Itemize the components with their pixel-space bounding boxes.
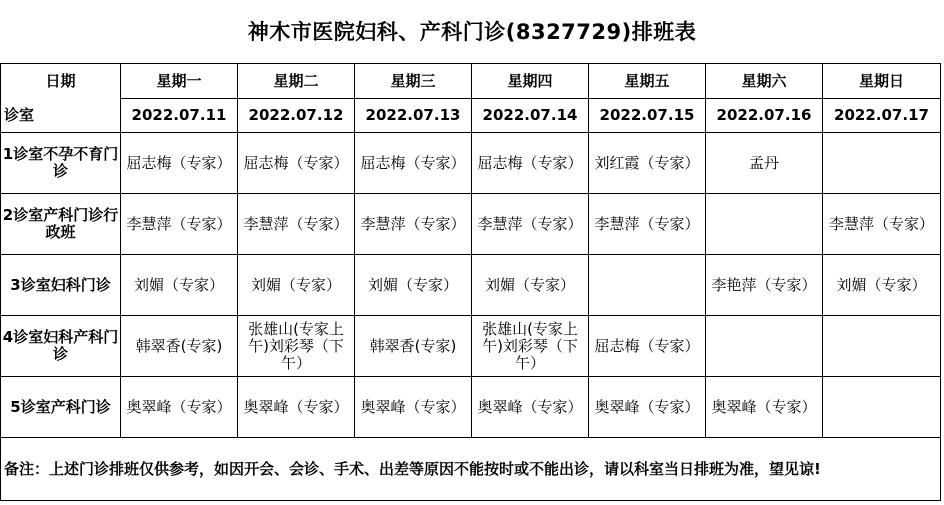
date-header: 2022.07.15 [589, 99, 706, 133]
table-row [1, 316, 941, 377]
room-name: 5诊室产科门诊 [1, 377, 121, 438]
weekday-header: 星期六 [706, 64, 823, 99]
date-header-row [1, 99, 941, 133]
schedule-cell: 孟丹 [706, 133, 823, 194]
schedule-cell: 韩翠香(专家) [121, 316, 238, 377]
date-header: 2022.07.11 [121, 99, 238, 133]
date-header: 2022.07.16 [706, 99, 823, 133]
room-label: 诊室 [1, 99, 121, 133]
schedule-cell: 李慧萍（专家） [121, 194, 238, 255]
weekday-header: 星期二 [238, 64, 355, 99]
schedule-cell: 奥翠峰（专家） [355, 377, 472, 438]
date-header: 2022.07.14 [472, 99, 589, 133]
weekday-header: 星期日 [823, 64, 941, 99]
schedule-cell [823, 316, 941, 377]
table-row [1, 255, 941, 316]
note-row [1, 438, 941, 501]
room-name: 2诊室产科门诊行政班 [1, 194, 121, 255]
schedule-cell: 刘媚（专家） [472, 255, 589, 316]
schedule-cell: 刘媚（专家） [238, 255, 355, 316]
schedule-cell: 李慧萍（专家） [823, 194, 941, 255]
schedule-cell: 张雄山(专家上午)刘彩琴（下午） [238, 316, 355, 377]
schedule-cell: 李艳萍（专家） [706, 255, 823, 316]
weekday-header: 星期一 [121, 64, 238, 99]
weekday-header: 星期五 [589, 64, 706, 99]
schedule-cell: 屈志梅（专家） [355, 133, 472, 194]
schedule-cell: 屈志梅（专家） [589, 316, 706, 377]
schedule-cell: 奥翠峰（专家） [472, 377, 589, 438]
schedule-cell: 刘媚（专家） [823, 255, 941, 316]
weekday-header-row [1, 64, 941, 99]
schedule-cell [706, 194, 823, 255]
date-header: 2022.07.12 [238, 99, 355, 133]
note-text: 备注：上述门诊排班仅供参考，如因开会、会诊、手术、出差等原因不能按时或不能出诊，请以科室当日排班为准，望见谅! [1, 438, 941, 501]
date-header: 2022.07.13 [355, 99, 472, 133]
table-row [1, 194, 941, 255]
schedule-table [0, 63, 941, 501]
weekday-header: 星期四 [472, 64, 589, 99]
room-name: 3诊室妇科门诊 [1, 255, 121, 316]
schedule-cell: 奥翠峰（专家） [706, 377, 823, 438]
schedule-cell: 张雄山(专家上午)刘彩琴（下午） [472, 316, 589, 377]
schedule-cell: 屈志梅（专家） [238, 133, 355, 194]
schedule-cell: 刘媚（专家） [355, 255, 472, 316]
room-name: 4诊室妇科产科门诊 [1, 316, 121, 377]
schedule-cell [823, 377, 941, 438]
schedule-cell: 屈志梅（专家） [121, 133, 238, 194]
schedule-cell: 奥翠峰（专家） [589, 377, 706, 438]
weekday-header: 星期三 [355, 64, 472, 99]
schedule-cell: 刘红霞（专家） [589, 133, 706, 194]
schedule-cell: 刘媚（专家） [121, 255, 238, 316]
schedule-cell [823, 133, 941, 194]
schedule-cell: 奥翠峰（专家） [238, 377, 355, 438]
date-label: 日期 [1, 64, 121, 99]
page-title: 神木市医院妇科、产科门诊(8327729)排班表 [247, 20, 697, 44]
schedule-cell: 韩翠香(专家) [355, 316, 472, 377]
schedule-cell: 屈志梅（专家） [472, 133, 589, 194]
schedule-cell: 李慧萍（专家） [589, 194, 706, 255]
schedule-cell [706, 316, 823, 377]
date-header: 2022.07.17 [823, 99, 941, 133]
schedule-cell: 李慧萍（专家） [472, 194, 589, 255]
schedule-cell: 奥翠峰（专家） [121, 377, 238, 438]
schedule-cell: 李慧萍（专家） [355, 194, 472, 255]
table-row [1, 377, 941, 438]
table-row [1, 133, 941, 194]
schedule-cell: 李慧萍（专家） [238, 194, 355, 255]
schedule-cell [589, 255, 706, 316]
room-name: 1诊室不孕不育门诊 [1, 133, 121, 194]
